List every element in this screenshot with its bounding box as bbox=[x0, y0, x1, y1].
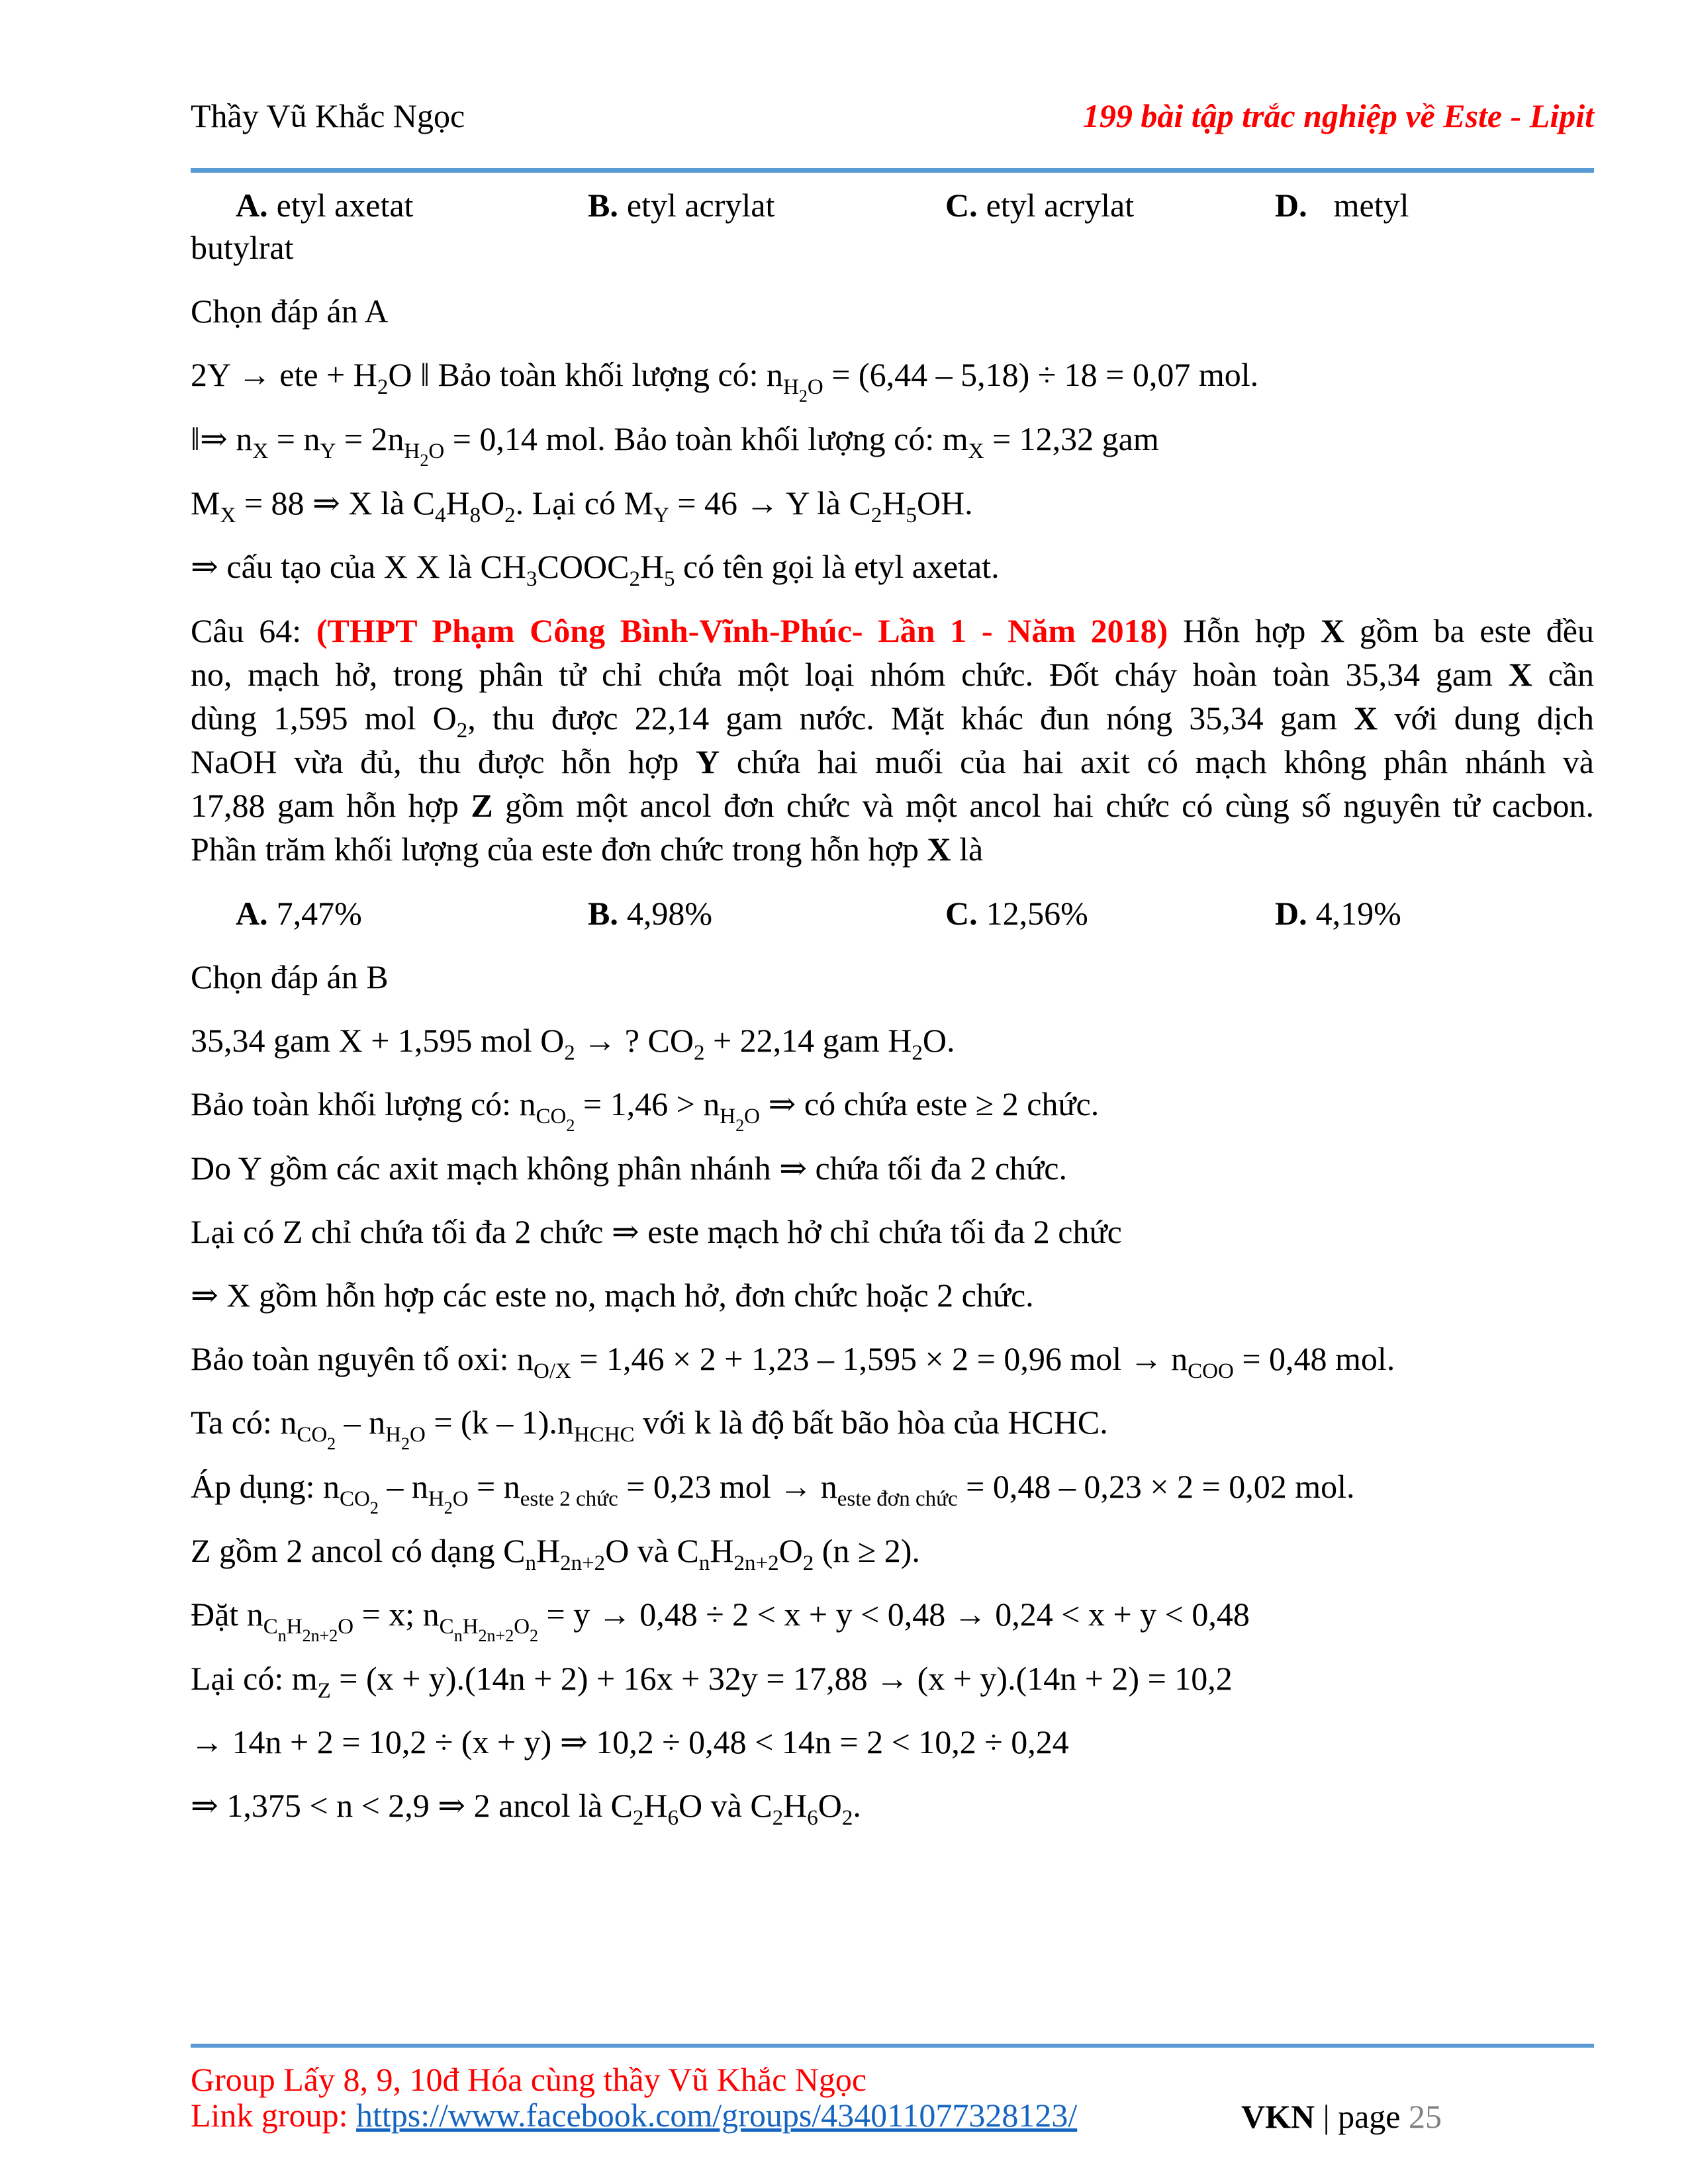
footer-link-label: Link group: bbox=[191, 2097, 356, 2134]
text-segment: 2 bbox=[564, 1041, 575, 1065]
text-segment: gồm ba este đều bbox=[1344, 612, 1594, 649]
text-segment: O và C bbox=[679, 1787, 773, 1824]
text-segment: O bbox=[410, 1423, 426, 1447]
text-segment: cần bbox=[1532, 656, 1594, 693]
footer-link-line bbox=[191, 2098, 1077, 2132]
text-segment: = 0,14 mol. Bảo toàn khối lượng có: m bbox=[444, 420, 968, 457]
text-line bbox=[191, 1338, 1594, 1383]
text-segment: Áp dụng: n bbox=[191, 1468, 340, 1505]
text-segment: 2 bbox=[735, 1116, 745, 1135]
answer-option bbox=[1275, 892, 1401, 934]
text-line bbox=[191, 1529, 1594, 1575]
answer-option bbox=[588, 184, 774, 226]
paragraph-line bbox=[191, 827, 1594, 871]
text-segment: Chọn đáp án B bbox=[191, 958, 389, 995]
text-segment: 2 bbox=[401, 1434, 410, 1453]
text-line bbox=[191, 1147, 1594, 1189]
text-segment: H bbox=[783, 375, 799, 399]
answer-options-row bbox=[191, 184, 1594, 226]
text-segment: Chọn đáp án A bbox=[191, 293, 389, 330]
text-segment: Phần trăm khối lượng của este đơn chức trong hỗn hợp bbox=[191, 831, 927, 868]
header-title: 199 bài tập trắc nghiệp về Este - Lipit bbox=[1082, 97, 1594, 134]
text-segment: 2 bbox=[802, 1551, 814, 1575]
text-segment: 2 bbox=[456, 719, 468, 743]
text-segment: O bbox=[807, 375, 823, 399]
header-rule bbox=[191, 168, 1594, 173]
text-line bbox=[191, 482, 1594, 527]
option-wrap-line: butylrat bbox=[191, 229, 294, 266]
text-segment: O ‖ Bảo toàn khối lượng có: n bbox=[388, 356, 784, 393]
option-label: A. bbox=[236, 895, 268, 932]
text-segment: O bbox=[514, 1615, 530, 1639]
text-segment: 2 bbox=[772, 1806, 784, 1830]
text-line bbox=[191, 1721, 1594, 1763]
text-segment: n bbox=[525, 1551, 536, 1575]
footer-page-info bbox=[1241, 2099, 1442, 2134]
text-segment: 2 bbox=[912, 1041, 923, 1065]
text-segment: 2 bbox=[369, 1498, 379, 1518]
option-label: B. bbox=[588, 895, 618, 932]
text-segment: = (k – 1).n bbox=[425, 1404, 574, 1441]
text-segment: C bbox=[439, 1615, 454, 1639]
text-segment: 2n+2 bbox=[733, 1551, 779, 1575]
text-segment: n bbox=[453, 1626, 463, 1645]
text-segment: = 88 ⇒ X là C bbox=[236, 484, 435, 522]
text-segment: X bbox=[927, 831, 951, 868]
text-segment: với dung dịch bbox=[1378, 700, 1594, 737]
text-line bbox=[191, 1083, 1594, 1135]
text-segment: = 46 → Y là C bbox=[669, 484, 871, 522]
text-segment: . Lại có M bbox=[515, 484, 653, 522]
text-segment: COO bbox=[1188, 1359, 1234, 1383]
option-text: etyl axetat bbox=[276, 187, 414, 224]
option-label: C. bbox=[945, 895, 978, 932]
paragraph-line bbox=[191, 653, 1594, 696]
answer-option bbox=[945, 892, 1088, 934]
text-segment: = n bbox=[268, 420, 320, 457]
text-segment: Lại có Z chỉ chứa tối đa 2 chức ⇒ este mạch hở chỉ chứa tối đa 2 chức bbox=[191, 1213, 1122, 1250]
text-segment: – n bbox=[378, 1468, 428, 1505]
answer-options-block bbox=[191, 184, 1594, 269]
text-segment: H bbox=[710, 1532, 734, 1569]
question-paragraph bbox=[191, 609, 1594, 871]
text-segment: Z bbox=[317, 1679, 331, 1703]
text-segment: (n ≥ 2). bbox=[814, 1532, 920, 1569]
text-segment: O/X bbox=[534, 1359, 571, 1383]
text-segment: 2 bbox=[693, 1041, 705, 1065]
text-segment: Câu 64: bbox=[191, 612, 316, 649]
text-segment: H bbox=[462, 1615, 479, 1639]
option-text: etyl acrylat bbox=[626, 187, 775, 224]
text-segment: có tên gọi là etyl axetat. bbox=[675, 548, 1000, 585]
text-segment: M bbox=[191, 484, 220, 522]
text-segment: 2Y → ete + H bbox=[191, 356, 377, 393]
text-segment: O bbox=[744, 1105, 760, 1128]
text-segment: 2 bbox=[504, 504, 516, 527]
option-text: 7,47% bbox=[276, 895, 362, 932]
text-line bbox=[191, 1784, 1594, 1830]
text-segment: este 2 chức bbox=[520, 1487, 618, 1511]
footer-rule bbox=[191, 2044, 1594, 2048]
answer-options-block bbox=[191, 892, 1594, 934]
text-segment: Ta có: n bbox=[191, 1404, 297, 1441]
text-segment: 2 bbox=[841, 1806, 853, 1830]
text-segment: NaOH vừa đủ, thu được hỗn hợp bbox=[191, 743, 696, 780]
text-segment: = 1,46 > n bbox=[575, 1085, 720, 1122]
text-segment: Y bbox=[696, 743, 720, 780]
option-label: D. bbox=[1275, 187, 1307, 224]
text-segment: C bbox=[263, 1615, 278, 1639]
text-segment: no, mạch hở, trong phân tử chỉ chứa một loại nhóm chức. Đốt cháy hoàn toàn 35,34 gam bbox=[191, 656, 1509, 693]
text-segment: = 0,23 mol → n bbox=[618, 1468, 837, 1505]
text-segment: n bbox=[277, 1626, 287, 1645]
text-segment: là bbox=[951, 831, 984, 868]
document-body bbox=[191, 184, 1594, 1848]
text-segment: O và C bbox=[605, 1532, 699, 1569]
text-segment: H bbox=[720, 1105, 736, 1128]
text-segment: n bbox=[698, 1551, 710, 1575]
text-segment: H bbox=[783, 1787, 808, 1824]
text-segment: 2n+2 bbox=[478, 1626, 514, 1645]
text-line bbox=[191, 1401, 1594, 1453]
footer-page-number: 25 bbox=[1409, 2098, 1442, 2135]
text-segment: = 0,48 mol. bbox=[1233, 1340, 1395, 1377]
text-segment: = (x + y).(14n + 2) + 16x + 32y = 17,88 → (x + y).(14n + 2) = 10,2 bbox=[330, 1660, 1233, 1697]
text-segment: Do Y gồm các axit mạch không phân nhánh ⇒ chứa tối đa 2 chức. bbox=[191, 1150, 1067, 1187]
text-segment: 4 bbox=[434, 504, 446, 527]
text-segment: 2 bbox=[566, 1116, 575, 1135]
answer-options-row bbox=[191, 892, 1594, 934]
text-segment: Lại có: m bbox=[191, 1660, 318, 1697]
text-segment: 3 bbox=[526, 567, 538, 591]
text-segment: HCHC bbox=[573, 1423, 635, 1447]
text-segment: ⇒ 1,375 < n < 2,9 ⇒ 2 ancol là C bbox=[191, 1787, 633, 1824]
text-segment: X bbox=[968, 439, 984, 463]
text-segment: Hỗn hợp bbox=[1168, 612, 1321, 649]
text-segment: gồm một ancol đơn chức và một ancol hai chức có cùng số nguyên tử cacbon. bbox=[492, 787, 1594, 824]
option-text: 4,98% bbox=[626, 895, 713, 932]
text-segment: H bbox=[882, 484, 906, 522]
text-segment: H bbox=[286, 1615, 303, 1639]
text-segment: = 12,32 gam bbox=[984, 420, 1159, 457]
text-segment: OH. bbox=[916, 484, 973, 522]
text-segment: ⇒ X gồm hỗn hợp các este no, mạch hở, đơn chức hoặc 2 chức. bbox=[191, 1277, 1034, 1314]
text-line bbox=[191, 1593, 1594, 1645]
text-line bbox=[191, 1465, 1594, 1518]
answer-option bbox=[588, 892, 712, 934]
text-segment: = y → 0,48 ÷ 2 < x + y < 0,48 → 0,24 < x + y < 0,48 bbox=[538, 1596, 1250, 1633]
text-segment: este đơn chức bbox=[837, 1487, 958, 1511]
option-label: C. bbox=[945, 187, 978, 224]
footer-brand: VKN bbox=[1241, 2098, 1315, 2135]
footer-divider: | bbox=[1315, 2098, 1338, 2135]
text-segment: ⇒ có chứa este ≥ 2 chức. bbox=[759, 1085, 1100, 1122]
answer-option bbox=[1275, 184, 1409, 226]
text-segment: → ? CO bbox=[575, 1022, 694, 1059]
text-segment: 2 bbox=[798, 387, 808, 406]
text-line bbox=[191, 545, 1594, 591]
footer-group-text: Group Lấy 8, 9, 10đ Hóa cùng thầy Vũ Khắc Ngọc bbox=[191, 2061, 867, 2098]
text-segment: dùng 1,595 mol O bbox=[191, 700, 457, 737]
text-segment: O bbox=[428, 439, 445, 463]
text-line bbox=[191, 1019, 1594, 1065]
text-segment: CO bbox=[297, 1423, 328, 1447]
text-segment: H bbox=[445, 484, 470, 522]
text-segment: O bbox=[338, 1615, 354, 1639]
text-segment: CO bbox=[536, 1105, 567, 1128]
text-segment: 2 bbox=[444, 1498, 453, 1518]
text-segment: O bbox=[778, 1532, 803, 1569]
text-segment: H bbox=[385, 1423, 402, 1447]
text-segment: = (6,44 – 5,18) ÷ 18 = 0,07 mol. bbox=[823, 356, 1259, 393]
text-line bbox=[191, 1274, 1594, 1316]
option-label: A. bbox=[236, 187, 268, 224]
text-segment: 2 bbox=[420, 451, 429, 470]
text-segment: Z bbox=[471, 787, 493, 824]
text-segment: – n bbox=[336, 1404, 386, 1441]
text-segment: = 2n bbox=[336, 420, 404, 457]
text-segment: → 14n + 2 = 10,2 ÷ (x + y) ⇒ 10,2 ÷ 0,48 < 14n = 2 < 10,2 ÷ 0,24 bbox=[191, 1723, 1069, 1760]
text-segment: COOC bbox=[537, 548, 630, 585]
text-segment: 8 bbox=[469, 504, 481, 527]
option-text: etyl acrylat bbox=[986, 187, 1135, 224]
text-segment: 2 bbox=[629, 567, 640, 591]
text-segment: 2 bbox=[870, 504, 882, 527]
footer-page-label: page bbox=[1338, 2098, 1409, 2135]
text-segment: ‖⇒ n bbox=[191, 420, 253, 457]
text-segment: X bbox=[1321, 612, 1345, 649]
text-segment: O. bbox=[922, 1022, 955, 1059]
paragraph-line bbox=[191, 740, 1594, 784]
text-segment: 2 bbox=[632, 1806, 644, 1830]
header-author: Thầy Vũ Khắc Ngọc bbox=[191, 97, 465, 134]
text-segment: (THPT Phạm Công Bình-Vĩnh-Phúc- Lần 1 - Năm 2018) bbox=[316, 612, 1168, 649]
text-segment: H bbox=[643, 1787, 668, 1824]
paragraph-line bbox=[191, 609, 1594, 653]
text-segment: Bảo toàn khối lượng có: n bbox=[191, 1085, 536, 1122]
text-segment: O bbox=[818, 1787, 842, 1824]
text-line bbox=[191, 290, 1594, 332]
option-text: 4,19% bbox=[1315, 895, 1401, 932]
text-segment: với k là độ bất bão hòa của HCHC. bbox=[634, 1404, 1108, 1441]
option-text: 12,56% bbox=[986, 895, 1088, 932]
text-segment: O bbox=[481, 484, 505, 522]
text-line bbox=[191, 353, 1594, 406]
text-line bbox=[191, 1657, 1594, 1703]
text-line bbox=[191, 1210, 1594, 1253]
text-segment: 6 bbox=[667, 1806, 679, 1830]
text-segment: H bbox=[639, 548, 665, 585]
text-segment: . bbox=[853, 1787, 861, 1824]
text-segment: 6 bbox=[807, 1806, 818, 1830]
text-segment: 5 bbox=[664, 567, 675, 591]
text-segment: = 0,48 – 0,23 × 2 = 0,02 mol. bbox=[957, 1468, 1355, 1505]
text-segment: ⇒ cấu tạo của X X là CH bbox=[191, 548, 527, 585]
text-segment: H bbox=[536, 1532, 561, 1569]
text-segment: H bbox=[428, 1487, 444, 1511]
text-segment: X bbox=[220, 504, 236, 527]
text-segment: Y bbox=[653, 504, 669, 527]
footer-link[interactable]: https://www.facebook.com/groups/434011077328123/ bbox=[355, 2097, 1078, 2134]
text-segment: 35,34 gam X + 1,595 mol O bbox=[191, 1022, 565, 1059]
answer-option bbox=[236, 184, 413, 226]
text-segment: X bbox=[252, 439, 269, 463]
text-segment: 5 bbox=[906, 504, 917, 527]
text-segment: = n bbox=[468, 1468, 520, 1505]
text-segment: 2 bbox=[377, 375, 389, 399]
option-label: B. bbox=[588, 187, 618, 224]
text-segment: Z gồm 2 ancol có dạng C bbox=[191, 1532, 526, 1569]
text-segment: 2n+2 bbox=[560, 1551, 606, 1575]
text-segment: X bbox=[1508, 656, 1532, 693]
paragraph-line bbox=[191, 784, 1594, 827]
text-segment: + 22,14 gam H bbox=[704, 1022, 912, 1059]
text-segment: 2n+2 bbox=[302, 1626, 338, 1645]
text-segment: CO bbox=[340, 1487, 370, 1511]
text-line bbox=[191, 418, 1594, 470]
text-segment: 2 bbox=[327, 1434, 336, 1453]
text-segment: H bbox=[404, 439, 420, 463]
text-segment: Y bbox=[320, 439, 336, 463]
text-segment: O bbox=[452, 1487, 469, 1511]
text-line bbox=[191, 956, 1594, 998]
text-segment: 2 bbox=[530, 1626, 539, 1645]
text-segment: Bảo toàn nguyên tố oxi: n bbox=[191, 1340, 534, 1377]
text-segment: , thu được 22,14 gam nước. Mặt khác đun nóng 35,34 gam bbox=[467, 700, 1354, 737]
text-segment: 17,88 gam hỗn hợp bbox=[191, 787, 471, 824]
text-segment: X bbox=[1354, 700, 1378, 737]
text-segment: chứa hai muối của hai axit có mạch không phân nhánh và bbox=[720, 743, 1595, 780]
page-header bbox=[191, 97, 1594, 135]
text-segment: Đặt n bbox=[191, 1596, 263, 1633]
text-segment: = 1,46 × 2 + 1,23 – 1,595 × 2 = 0,96 mol → n bbox=[571, 1340, 1188, 1377]
paragraph-line bbox=[191, 696, 1594, 743]
option-text: metyl bbox=[1333, 187, 1409, 224]
option-label: D. bbox=[1275, 895, 1307, 932]
answer-option bbox=[945, 184, 1134, 226]
text-segment: = x; n bbox=[353, 1596, 440, 1633]
answer-option bbox=[236, 892, 362, 934]
